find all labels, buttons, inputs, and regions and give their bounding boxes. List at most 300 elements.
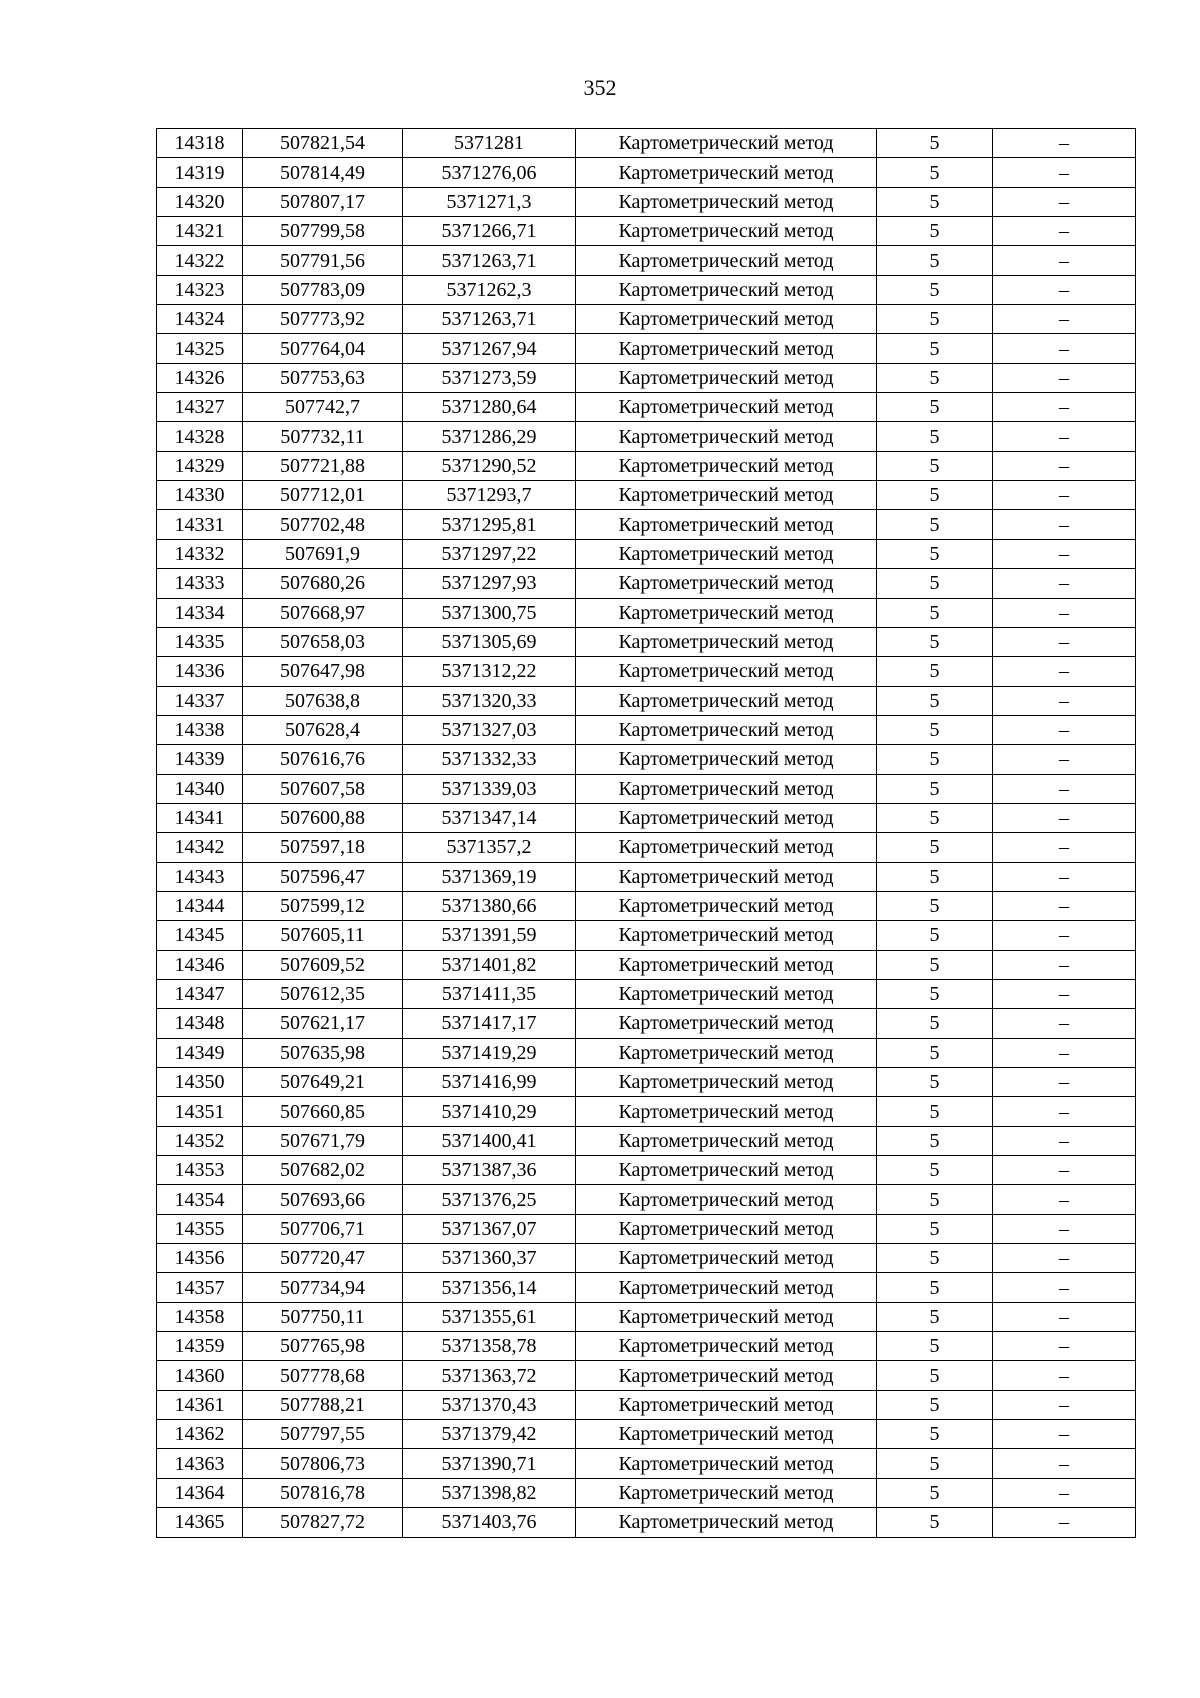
description-cell: – (993, 1156, 1136, 1185)
accuracy-cell: 5 (877, 1038, 993, 1067)
y-coordinate-cell: 5371312,22 (403, 657, 576, 686)
y-coordinate-cell: 5371401,82 (403, 950, 576, 979)
point-number-cell: 14361 (157, 1390, 243, 1419)
accuracy-cell: 5 (877, 1478, 993, 1507)
description-cell: – (993, 158, 1136, 187)
method-cell: Картометрический метод (576, 217, 877, 246)
accuracy-cell: 5 (877, 803, 993, 832)
method-cell: Картометрический метод (576, 451, 877, 480)
table-row (157, 1185, 1136, 1214)
accuracy-cell: 5 (877, 774, 993, 803)
accuracy-cell: 5 (877, 217, 993, 246)
description-cell: – (993, 921, 1136, 950)
table-row (157, 158, 1136, 187)
x-coordinate-cell: 507721,88 (243, 451, 403, 480)
point-number-cell: 14336 (157, 657, 243, 686)
point-number-cell: 14362 (157, 1420, 243, 1449)
y-coordinate-cell: 5371369,19 (403, 862, 576, 891)
y-coordinate-cell: 5371417,17 (403, 1009, 576, 1038)
description-cell: – (993, 745, 1136, 774)
x-coordinate-cell: 507788,21 (243, 1390, 403, 1419)
method-cell: Картометрический метод (576, 539, 877, 568)
x-coordinate-cell: 507706,71 (243, 1214, 403, 1243)
method-cell: Картометрический метод (576, 1302, 877, 1331)
x-coordinate-cell: 507612,35 (243, 979, 403, 1008)
table-row (157, 510, 1136, 539)
point-number-cell: 14349 (157, 1038, 243, 1067)
method-cell: Картометрический метод (576, 1156, 877, 1185)
y-coordinate-cell: 5371271,3 (403, 187, 576, 216)
table-row (157, 657, 1136, 686)
y-coordinate-cell: 5371273,59 (403, 363, 576, 392)
x-coordinate-cell: 507827,72 (243, 1508, 403, 1537)
table-row (157, 921, 1136, 950)
accuracy-cell: 5 (877, 1244, 993, 1273)
y-coordinate-cell: 5371400,41 (403, 1126, 576, 1155)
x-coordinate-cell: 507599,12 (243, 891, 403, 920)
description-cell: – (993, 1449, 1136, 1478)
y-coordinate-cell: 5371327,03 (403, 715, 576, 744)
table-row (157, 1156, 1136, 1185)
table-row (157, 129, 1136, 158)
y-coordinate-cell: 5371320,33 (403, 686, 576, 715)
x-coordinate-cell: 507682,02 (243, 1156, 403, 1185)
y-coordinate-cell: 5371370,43 (403, 1390, 576, 1419)
accuracy-cell: 5 (877, 1126, 993, 1155)
point-number-cell: 14360 (157, 1361, 243, 1390)
y-coordinate-cell: 5371263,71 (403, 246, 576, 275)
method-cell: Картометрический метод (576, 246, 877, 275)
accuracy-cell: 5 (877, 1361, 993, 1390)
point-number-cell: 14335 (157, 627, 243, 656)
table-row (157, 1508, 1136, 1537)
y-coordinate-cell: 5371276,06 (403, 158, 576, 187)
method-cell: Картометрический метод (576, 1126, 877, 1155)
point-number-cell: 14343 (157, 862, 243, 891)
description-cell: – (993, 1390, 1136, 1419)
point-number-cell: 14330 (157, 481, 243, 510)
method-cell: Картометрический метод (576, 1214, 877, 1243)
method-cell: Картометрический метод (576, 363, 877, 392)
table-row (157, 598, 1136, 627)
point-number-cell: 14326 (157, 363, 243, 392)
method-cell: Картометрический метод (576, 275, 877, 304)
x-coordinate-cell: 507628,4 (243, 715, 403, 744)
x-coordinate-cell: 507621,17 (243, 1009, 403, 1038)
coordinates-table-body (157, 129, 1136, 1538)
description-cell: – (993, 803, 1136, 832)
point-number-cell: 14351 (157, 1097, 243, 1126)
x-coordinate-cell: 507778,68 (243, 1361, 403, 1390)
x-coordinate-cell: 507647,98 (243, 657, 403, 686)
x-coordinate-cell: 507799,58 (243, 217, 403, 246)
method-cell: Картометрический метод (576, 1273, 877, 1302)
y-coordinate-cell: 5371355,61 (403, 1302, 576, 1331)
description-cell: – (993, 187, 1136, 216)
accuracy-cell: 5 (877, 569, 993, 598)
point-number-cell: 14356 (157, 1244, 243, 1273)
point-number-cell: 14348 (157, 1009, 243, 1038)
y-coordinate-cell: 5371297,22 (403, 539, 576, 568)
y-coordinate-cell: 5371403,76 (403, 1508, 576, 1537)
description-cell: – (993, 833, 1136, 862)
description-cell: – (993, 598, 1136, 627)
table-row (157, 451, 1136, 480)
x-coordinate-cell: 507635,98 (243, 1038, 403, 1067)
method-cell: Картометрический метод (576, 833, 877, 862)
description-cell: – (993, 217, 1136, 246)
x-coordinate-cell: 507814,49 (243, 158, 403, 187)
table-row (157, 627, 1136, 656)
description-cell: – (993, 334, 1136, 363)
method-cell: Картометрический метод (576, 1449, 877, 1478)
method-cell: Картометрический метод (576, 187, 877, 216)
point-number-cell: 14359 (157, 1332, 243, 1361)
y-coordinate-cell: 5371267,94 (403, 334, 576, 363)
description-cell: – (993, 1126, 1136, 1155)
table-row (157, 393, 1136, 422)
point-number-cell: 14357 (157, 1273, 243, 1302)
x-coordinate-cell: 507605,11 (243, 921, 403, 950)
method-cell: Картометрический метод (576, 950, 877, 979)
method-cell: Картометрический метод (576, 129, 877, 158)
table-row (157, 539, 1136, 568)
point-number-cell: 14324 (157, 305, 243, 334)
accuracy-cell: 5 (877, 1097, 993, 1126)
x-coordinate-cell: 507693,66 (243, 1185, 403, 1214)
method-cell: Картометрический метод (576, 1361, 877, 1390)
accuracy-cell: 5 (877, 1449, 993, 1478)
accuracy-cell: 5 (877, 1332, 993, 1361)
y-coordinate-cell: 5371387,36 (403, 1156, 576, 1185)
y-coordinate-cell: 5371410,29 (403, 1097, 576, 1126)
x-coordinate-cell: 507658,03 (243, 627, 403, 656)
table-row (157, 774, 1136, 803)
y-coordinate-cell: 5371398,82 (403, 1478, 576, 1507)
point-number-cell: 14354 (157, 1185, 243, 1214)
point-number-cell: 14322 (157, 246, 243, 275)
point-number-cell: 14342 (157, 833, 243, 862)
method-cell: Картометрический метод (576, 334, 877, 363)
accuracy-cell: 5 (877, 686, 993, 715)
accuracy-cell: 5 (877, 979, 993, 1008)
method-cell: Картометрический метод (576, 1068, 877, 1097)
y-coordinate-cell: 5371286,29 (403, 422, 576, 451)
accuracy-cell: 5 (877, 481, 993, 510)
table-row (157, 686, 1136, 715)
method-cell: Картометрический метод (576, 305, 877, 334)
x-coordinate-cell: 507720,47 (243, 1244, 403, 1273)
description-cell: – (993, 481, 1136, 510)
point-number-cell: 14346 (157, 950, 243, 979)
description-cell: – (993, 1068, 1136, 1097)
point-number-cell: 14355 (157, 1214, 243, 1243)
accuracy-cell: 5 (877, 539, 993, 568)
coordinates-table (156, 128, 1136, 1538)
method-cell: Картометрический метод (576, 745, 877, 774)
description-cell: – (993, 451, 1136, 480)
accuracy-cell: 5 (877, 1420, 993, 1449)
point-number-cell: 14363 (157, 1449, 243, 1478)
x-coordinate-cell: 507806,73 (243, 1449, 403, 1478)
accuracy-cell: 5 (877, 921, 993, 950)
table-row (157, 217, 1136, 246)
method-cell: Картометрический метод (576, 1038, 877, 1067)
method-cell: Картометрический метод (576, 1097, 877, 1126)
table-row (157, 246, 1136, 275)
x-coordinate-cell: 507742,7 (243, 393, 403, 422)
x-coordinate-cell: 507807,17 (243, 187, 403, 216)
x-coordinate-cell: 507734,94 (243, 1273, 403, 1302)
method-cell: Картометрический метод (576, 1332, 877, 1361)
description-cell: – (993, 950, 1136, 979)
x-coordinate-cell: 507791,56 (243, 246, 403, 275)
x-coordinate-cell: 507773,92 (243, 305, 403, 334)
x-coordinate-cell: 507732,11 (243, 422, 403, 451)
y-coordinate-cell: 5371360,37 (403, 1244, 576, 1273)
point-number-cell: 14341 (157, 803, 243, 832)
method-cell: Картометрический метод (576, 569, 877, 598)
method-cell: Картометрический метод (576, 774, 877, 803)
point-number-cell: 14353 (157, 1156, 243, 1185)
y-coordinate-cell: 5371416,99 (403, 1068, 576, 1097)
point-number-cell: 14347 (157, 979, 243, 1008)
page-number: 352 (583, 75, 617, 100)
accuracy-cell: 5 (877, 833, 993, 862)
accuracy-cell: 5 (877, 363, 993, 392)
x-coordinate-cell: 507750,11 (243, 1302, 403, 1331)
description-cell: – (993, 1097, 1136, 1126)
method-cell: Картометрический метод (576, 715, 877, 744)
accuracy-cell: 5 (877, 1390, 993, 1419)
point-number-cell: 14339 (157, 745, 243, 774)
point-number-cell: 14338 (157, 715, 243, 744)
y-coordinate-cell: 5371367,07 (403, 1214, 576, 1243)
y-coordinate-cell: 5371332,33 (403, 745, 576, 774)
table-row (157, 481, 1136, 510)
y-coordinate-cell: 5371363,72 (403, 1361, 576, 1390)
method-cell: Картометрический метод (576, 921, 877, 950)
accuracy-cell: 5 (877, 598, 993, 627)
description-cell: – (993, 657, 1136, 686)
y-coordinate-cell: 5371300,75 (403, 598, 576, 627)
accuracy-cell: 5 (877, 158, 993, 187)
method-cell: Картометрический метод (576, 657, 877, 686)
y-coordinate-cell: 5371356,14 (403, 1273, 576, 1302)
table-row (157, 422, 1136, 451)
point-number-cell: 14352 (157, 1126, 243, 1155)
y-coordinate-cell: 5371305,69 (403, 627, 576, 656)
accuracy-cell: 5 (877, 510, 993, 539)
method-cell: Картометрический метод (576, 803, 877, 832)
table-row (157, 1390, 1136, 1419)
accuracy-cell: 5 (877, 1302, 993, 1331)
y-coordinate-cell: 5371411,35 (403, 979, 576, 1008)
x-coordinate-cell: 507821,54 (243, 129, 403, 158)
table-row (157, 1332, 1136, 1361)
table-row (157, 363, 1136, 392)
point-number-cell: 14345 (157, 921, 243, 950)
accuracy-cell: 5 (877, 334, 993, 363)
table-row (157, 1244, 1136, 1273)
table-row (157, 275, 1136, 304)
y-coordinate-cell: 5371263,71 (403, 305, 576, 334)
description-cell: – (993, 393, 1136, 422)
accuracy-cell: 5 (877, 657, 993, 686)
method-cell: Картометрический метод (576, 627, 877, 656)
point-number-cell: 14319 (157, 158, 243, 187)
method-cell: Картометрический метод (576, 393, 877, 422)
point-number-cell: 14333 (157, 569, 243, 598)
accuracy-cell: 5 (877, 715, 993, 744)
description-cell: – (993, 1361, 1136, 1390)
y-coordinate-cell: 5371419,29 (403, 1038, 576, 1067)
description-cell: – (993, 862, 1136, 891)
table-row (157, 1009, 1136, 1038)
accuracy-cell: 5 (877, 1508, 993, 1537)
table-row (157, 1068, 1136, 1097)
x-coordinate-cell: 507671,79 (243, 1126, 403, 1155)
method-cell: Картометрический метод (576, 510, 877, 539)
y-coordinate-cell: 5371380,66 (403, 891, 576, 920)
table-row (157, 569, 1136, 598)
accuracy-cell: 5 (877, 187, 993, 216)
method-cell: Картометрический метод (576, 862, 877, 891)
description-cell: – (993, 1244, 1136, 1273)
y-coordinate-cell: 5371390,71 (403, 1449, 576, 1478)
x-coordinate-cell: 507596,47 (243, 862, 403, 891)
point-number-cell: 14334 (157, 598, 243, 627)
table-row (157, 1302, 1136, 1331)
point-number-cell: 14321 (157, 217, 243, 246)
x-coordinate-cell: 507638,8 (243, 686, 403, 715)
x-coordinate-cell: 507712,01 (243, 481, 403, 510)
description-cell: – (993, 627, 1136, 656)
method-cell: Картометрический метод (576, 1390, 877, 1419)
table-row (157, 803, 1136, 832)
x-coordinate-cell: 507616,76 (243, 745, 403, 774)
point-number-cell: 14320 (157, 187, 243, 216)
description-cell: – (993, 715, 1136, 744)
description-cell: – (993, 1420, 1136, 1449)
y-coordinate-cell: 5371376,25 (403, 1185, 576, 1214)
description-cell: – (993, 686, 1136, 715)
method-cell: Картометрический метод (576, 1508, 877, 1537)
x-coordinate-cell: 507764,04 (243, 334, 403, 363)
method-cell: Картометрический метод (576, 1009, 877, 1038)
accuracy-cell: 5 (877, 1185, 993, 1214)
method-cell: Картометрический метод (576, 1420, 877, 1449)
description-cell: – (993, 363, 1136, 392)
accuracy-cell: 5 (877, 246, 993, 275)
table-row (157, 1478, 1136, 1507)
description-cell: – (993, 774, 1136, 803)
x-coordinate-cell: 507680,26 (243, 569, 403, 598)
y-coordinate-cell: 5371347,14 (403, 803, 576, 832)
x-coordinate-cell: 507597,18 (243, 833, 403, 862)
table-row (157, 862, 1136, 891)
table-row (157, 1097, 1136, 1126)
accuracy-cell: 5 (877, 950, 993, 979)
table-row (157, 1126, 1136, 1155)
x-coordinate-cell: 507702,48 (243, 510, 403, 539)
table-row (157, 1214, 1136, 1243)
accuracy-cell: 5 (877, 129, 993, 158)
description-cell: – (993, 510, 1136, 539)
description-cell: – (993, 1214, 1136, 1243)
accuracy-cell: 5 (877, 891, 993, 920)
method-cell: Картометрический метод (576, 979, 877, 1008)
x-coordinate-cell: 507816,78 (243, 1478, 403, 1507)
x-coordinate-cell: 507753,63 (243, 363, 403, 392)
accuracy-cell: 5 (877, 862, 993, 891)
description-cell: – (993, 129, 1136, 158)
point-number-cell: 14328 (157, 422, 243, 451)
description-cell: – (993, 1185, 1136, 1214)
y-coordinate-cell: 5371281 (403, 129, 576, 158)
method-cell: Картометрический метод (576, 1478, 877, 1507)
accuracy-cell: 5 (877, 275, 993, 304)
x-coordinate-cell: 507691,9 (243, 539, 403, 568)
table-row (157, 1273, 1136, 1302)
description-cell: – (993, 539, 1136, 568)
description-cell: – (993, 422, 1136, 451)
accuracy-cell: 5 (877, 1068, 993, 1097)
table-row (157, 1420, 1136, 1449)
table-row (157, 715, 1136, 744)
accuracy-cell: 5 (877, 1273, 993, 1302)
accuracy-cell: 5 (877, 305, 993, 334)
table-row (157, 1361, 1136, 1390)
x-coordinate-cell: 507649,21 (243, 1068, 403, 1097)
description-cell: – (993, 1038, 1136, 1067)
y-coordinate-cell: 5371391,59 (403, 921, 576, 950)
y-coordinate-cell: 5371262,3 (403, 275, 576, 304)
table-row (157, 745, 1136, 774)
method-cell: Картометрический метод (576, 598, 877, 627)
description-cell: – (993, 246, 1136, 275)
method-cell: Картометрический метод (576, 422, 877, 451)
table-row (157, 950, 1136, 979)
table-row (157, 833, 1136, 862)
accuracy-cell: 5 (877, 451, 993, 480)
description-cell: – (993, 1009, 1136, 1038)
table-row (157, 305, 1136, 334)
accuracy-cell: 5 (877, 422, 993, 451)
x-coordinate-cell: 507660,85 (243, 1097, 403, 1126)
accuracy-cell: 5 (877, 1009, 993, 1038)
x-coordinate-cell: 507600,88 (243, 803, 403, 832)
method-cell: Картометрический метод (576, 481, 877, 510)
point-number-cell: 14318 (157, 129, 243, 158)
point-number-cell: 14331 (157, 510, 243, 539)
point-number-cell: 14358 (157, 1302, 243, 1331)
y-coordinate-cell: 5371280,64 (403, 393, 576, 422)
description-cell: – (993, 979, 1136, 1008)
y-coordinate-cell: 5371358,78 (403, 1332, 576, 1361)
description-cell: – (993, 891, 1136, 920)
point-number-cell: 14332 (157, 539, 243, 568)
description-cell: – (993, 1332, 1136, 1361)
point-number-cell: 14364 (157, 1478, 243, 1507)
y-coordinate-cell: 5371297,93 (403, 569, 576, 598)
x-coordinate-cell: 507797,55 (243, 1420, 403, 1449)
accuracy-cell: 5 (877, 393, 993, 422)
point-number-cell: 14323 (157, 275, 243, 304)
y-coordinate-cell: 5371290,52 (403, 451, 576, 480)
point-number-cell: 14350 (157, 1068, 243, 1097)
description-cell: – (993, 1508, 1136, 1537)
